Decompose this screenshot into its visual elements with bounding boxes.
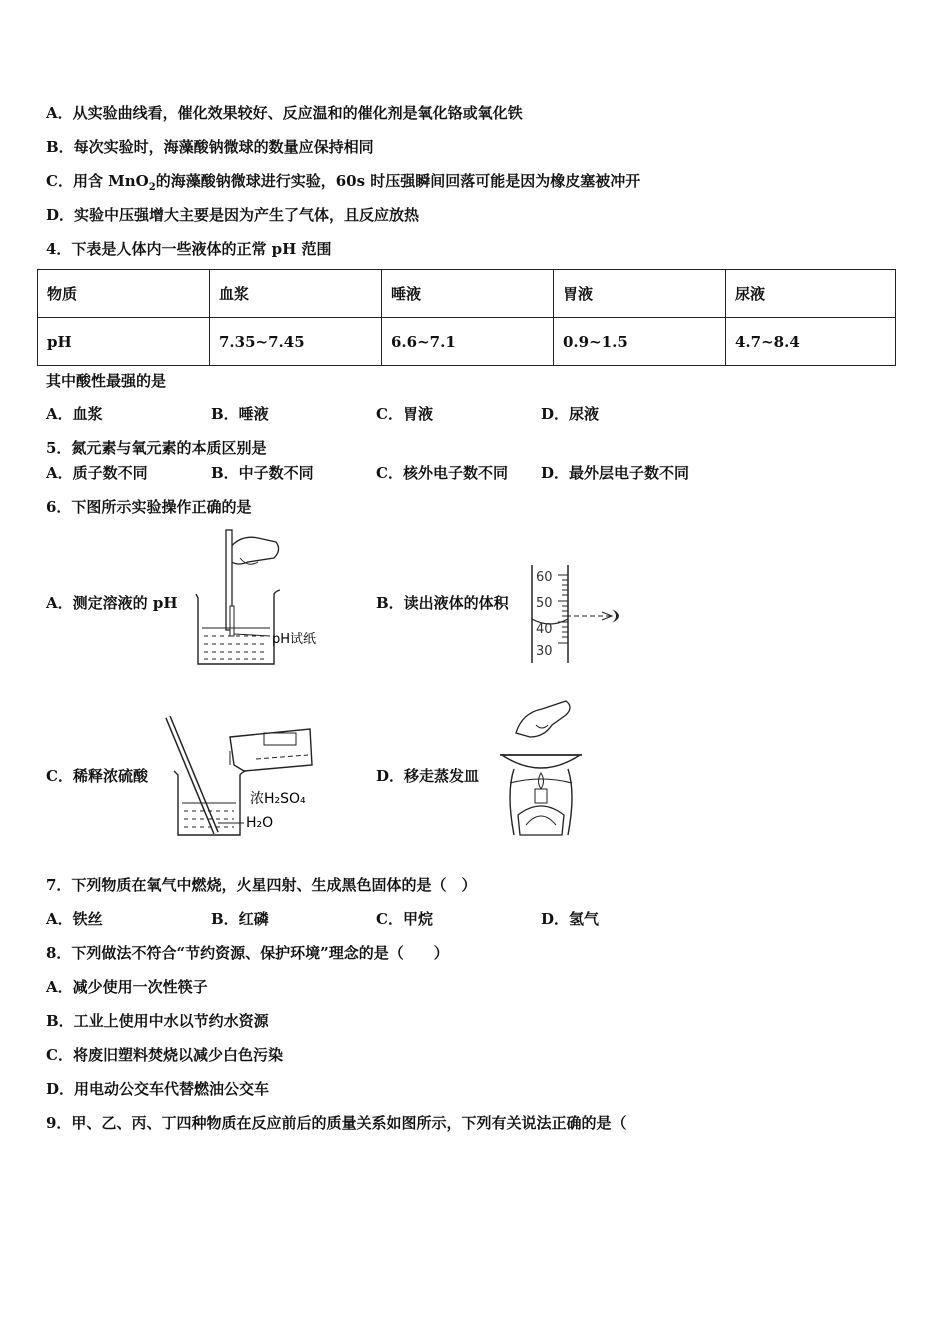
q5-option-a: A．质子数不同 [46,464,148,482]
q5-option-c: C．核外电子数不同 [376,464,508,482]
diluting-acid-illustration [160,713,320,839]
table-cell: 唾液 [382,270,554,318]
q5-stem: 5．氮元素与氧元素的本质区别是 [46,439,267,457]
table-cell: 0.9~1.5 [554,318,726,366]
q7-option-d: D．氢气 [541,910,600,928]
q4-option-b: B．唾液 [211,405,269,423]
table-cell: 物质 [38,270,210,318]
table-cell: 6.6~7.1 [382,318,554,366]
q4-option-a: A．血浆 [46,405,103,423]
table-cell: 胃液 [554,270,726,318]
q4-option-c: C．胃液 [376,405,433,423]
q6-stem: 6．下图所示实验操作正确的是 [46,498,252,516]
q5-option-d: D．最外层电子数不同 [541,464,690,482]
ph-table [37,269,896,366]
table-cell: pH [38,318,210,366]
evaporating-dish-illustration [496,697,586,839]
q8-option-d: D．用电动公交车代替燃油公交车 [46,1080,270,1098]
dilution-figure [160,713,320,839]
q8-option-a: A．减少使用一次性筷子 [46,978,208,996]
water-label: H₂O [246,815,274,831]
q7-option-b: B．红磷 [211,910,269,928]
q8-option-c: C．将废旧塑料焚烧以减少白色污染 [46,1046,283,1064]
q6-option-c: C．稀释浓硫酸 [46,767,148,785]
tick-label-30: 30 [536,644,553,659]
cylinder-reading-figure [528,565,632,665]
table-row [38,318,896,366]
table-cell: 4.7~8.4 [726,318,896,366]
q7-stem: 7．下列物质在氧气中燃烧，火星四射、生成黑色固体的是（ ） [46,876,477,894]
tick-label-40: 40 [536,622,553,637]
q6-option-a: A．测定溶液的 pH [46,594,178,612]
q3-option-c: C．用含 MnO$_2$的海藻酸钠微球进行实验，60s 时压强瞬间回落可能是因为橡皮塞被冲开 [46,172,641,193]
table-header-row [38,270,896,318]
q7-option-c: C．甲烷 [376,910,433,928]
q9-stem: 9．甲、乙、丙、丁四种物质在反应前后的质量关系如图所示，下列有关说法正确的是（ [46,1114,627,1132]
q3-option-b: B．每次实验时，海藻酸钠微球的数量应保持相同 [46,138,374,156]
q4-question: 其中酸性最强的是 [46,372,167,390]
graduated-cylinder-illustration [528,565,632,665]
q5-option-b: B．中子数不同 [211,464,314,482]
beaker-with-ph-paper-illustration [188,528,338,670]
ph-test-figure [188,528,338,670]
q4-option-d: D．尿液 [541,405,600,423]
evaporating-dish-figure [496,697,586,839]
acid-label: 浓H₂SO₄ [250,791,306,807]
q8-option-b: B．工业上使用中水以节约水资源 [46,1012,269,1030]
q6-option-d: D．移走蒸发皿 [376,767,480,785]
tick-label-50: 50 [536,596,553,611]
q4-stem: 4．下表是人体内一些液体的正常 pH 范围 [46,240,332,258]
q6-option-b: B．读出液体的体积 [376,594,509,612]
table-cell: 7.35~7.45 [210,318,382,366]
table-cell: 尿液 [726,270,896,318]
q3-option-d: D．实验中压强增大主要是因为产生了气体，且反应放热 [46,206,420,224]
q7-option-a: A．铁丝 [46,910,103,928]
q8-stem: 8．下列做法不符合“节约资源、保护环境”理念的是（ ） [46,944,449,962]
ph-paper-label: pH试纸 [272,632,317,647]
table-cell: 血浆 [210,270,382,318]
q3-option-a: A．从实验曲线看，催化效果较好、反应温和的催化剂是氧化铬或氧化铁 [46,104,523,122]
tick-label-60: 60 [536,570,553,585]
